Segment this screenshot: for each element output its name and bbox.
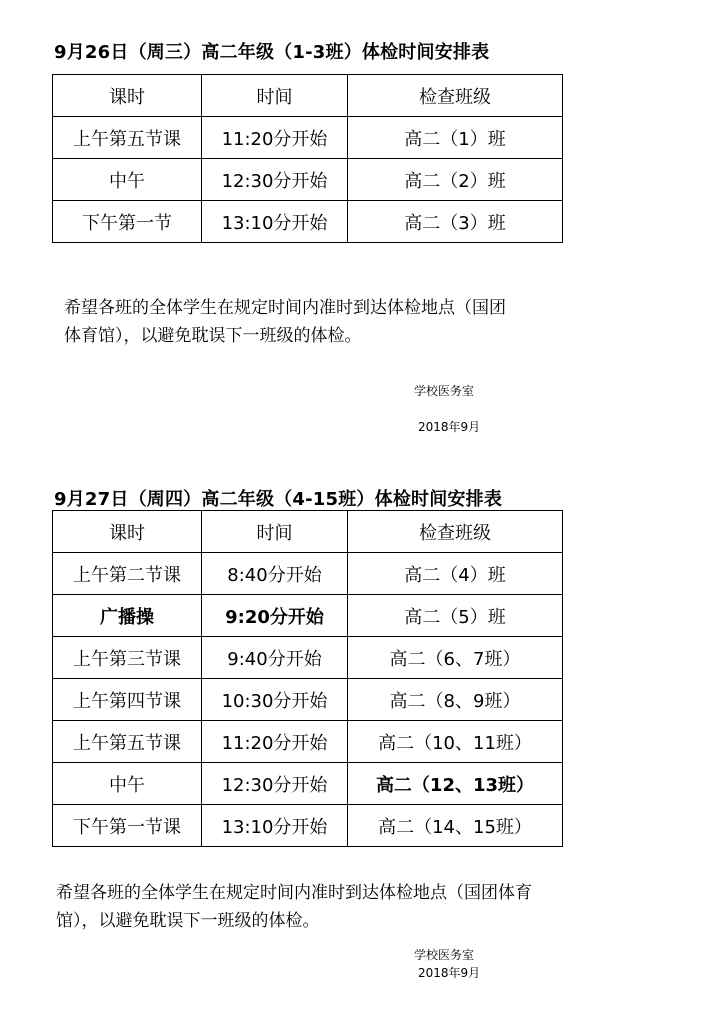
cell-class: 高二（5）班: [348, 595, 563, 637]
cell-class: 高二（10、11班）: [348, 721, 563, 763]
cell-time: 13:10分开始: [202, 805, 348, 847]
cell-class: 高二（12、13班）: [348, 763, 563, 805]
issuer-2: 学校医务室: [414, 948, 475, 962]
header-period: 课时: [53, 75, 202, 117]
schedule-title-1: 9月26日（周三）高二年级（1-3班）体检时间安排表: [54, 42, 490, 63]
date-1: 2018年9月: [418, 420, 481, 434]
notice-line: 体育馆），以避免耽误下一班级的体检。: [64, 326, 362, 346]
cell-class: 高二（14、15班）: [348, 805, 563, 847]
header-period: 课时: [53, 511, 202, 553]
notice-line: 希望各班的全体学生在规定时间内准时到达体检地点（国团体育: [56, 883, 532, 903]
header-time: 时间: [202, 511, 348, 553]
cell-period: 广播操: [53, 595, 202, 637]
table-row: [53, 159, 563, 201]
cell-class: 高二（1）班: [348, 117, 563, 159]
cell-time: 9:20分开始: [202, 595, 348, 637]
cell-period: 下午第一节: [53, 201, 202, 243]
cell-class: 高二（6、7班）: [348, 637, 563, 679]
cell-time: 11:20分开始: [202, 117, 348, 159]
table-header-row: [53, 511, 563, 553]
cell-period: 上午第四节课: [53, 679, 202, 721]
schedule-title-2: 9月27日（周四）高二年级（4-15班）体检时间安排表: [54, 489, 503, 510]
table-row: [53, 201, 563, 243]
cell-class: 高二（8、9班）: [348, 679, 563, 721]
header-class: 检查班级: [348, 511, 563, 553]
header-time: 时间: [202, 75, 348, 117]
cell-time: 11:20分开始: [202, 721, 348, 763]
schedule-table-1: [52, 74, 563, 243]
cell-period: 上午第三节课: [53, 637, 202, 679]
table-row: [53, 553, 563, 595]
table-row: [53, 805, 563, 847]
cell-time: 10:30分开始: [202, 679, 348, 721]
notice-paragraph-1: [64, 294, 506, 350]
issuer-1: 学校医务室: [414, 384, 475, 398]
cell-time: 8:40分开始: [202, 553, 348, 595]
table-row: [53, 679, 563, 721]
cell-class: 高二（2）班: [348, 159, 563, 201]
cell-period: 中午: [53, 763, 202, 805]
cell-time: 12:30分开始: [202, 159, 348, 201]
table-row: [53, 595, 563, 637]
cell-time: 13:10分开始: [202, 201, 348, 243]
header-class: 检查班级: [348, 75, 563, 117]
table-row: [53, 721, 563, 763]
table-row: [53, 117, 563, 159]
cell-class: 高二（3）班: [348, 201, 563, 243]
cell-class: 高二（4）班: [348, 553, 563, 595]
cell-period: 上午第五节课: [53, 721, 202, 763]
cell-period: 上午第五节课: [53, 117, 202, 159]
cell-time: 9:40分开始: [202, 637, 348, 679]
notice-line: 希望各班的全体学生在规定时间内准时到达体检地点（国团: [64, 298, 506, 318]
cell-period: 上午第二节课: [53, 553, 202, 595]
cell-period: 中午: [53, 159, 202, 201]
table-row: [53, 637, 563, 679]
notice-paragraph-2: [56, 879, 532, 935]
table-header-row: [53, 75, 563, 117]
cell-time: 12:30分开始: [202, 763, 348, 805]
cell-period: 下午第一节课: [53, 805, 202, 847]
table-row: [53, 763, 563, 805]
notice-line: 馆），以避免耽误下一班级的体检。: [56, 911, 320, 931]
schedule-table-2: [52, 510, 563, 847]
date-2: 2018年9月: [418, 966, 481, 980]
